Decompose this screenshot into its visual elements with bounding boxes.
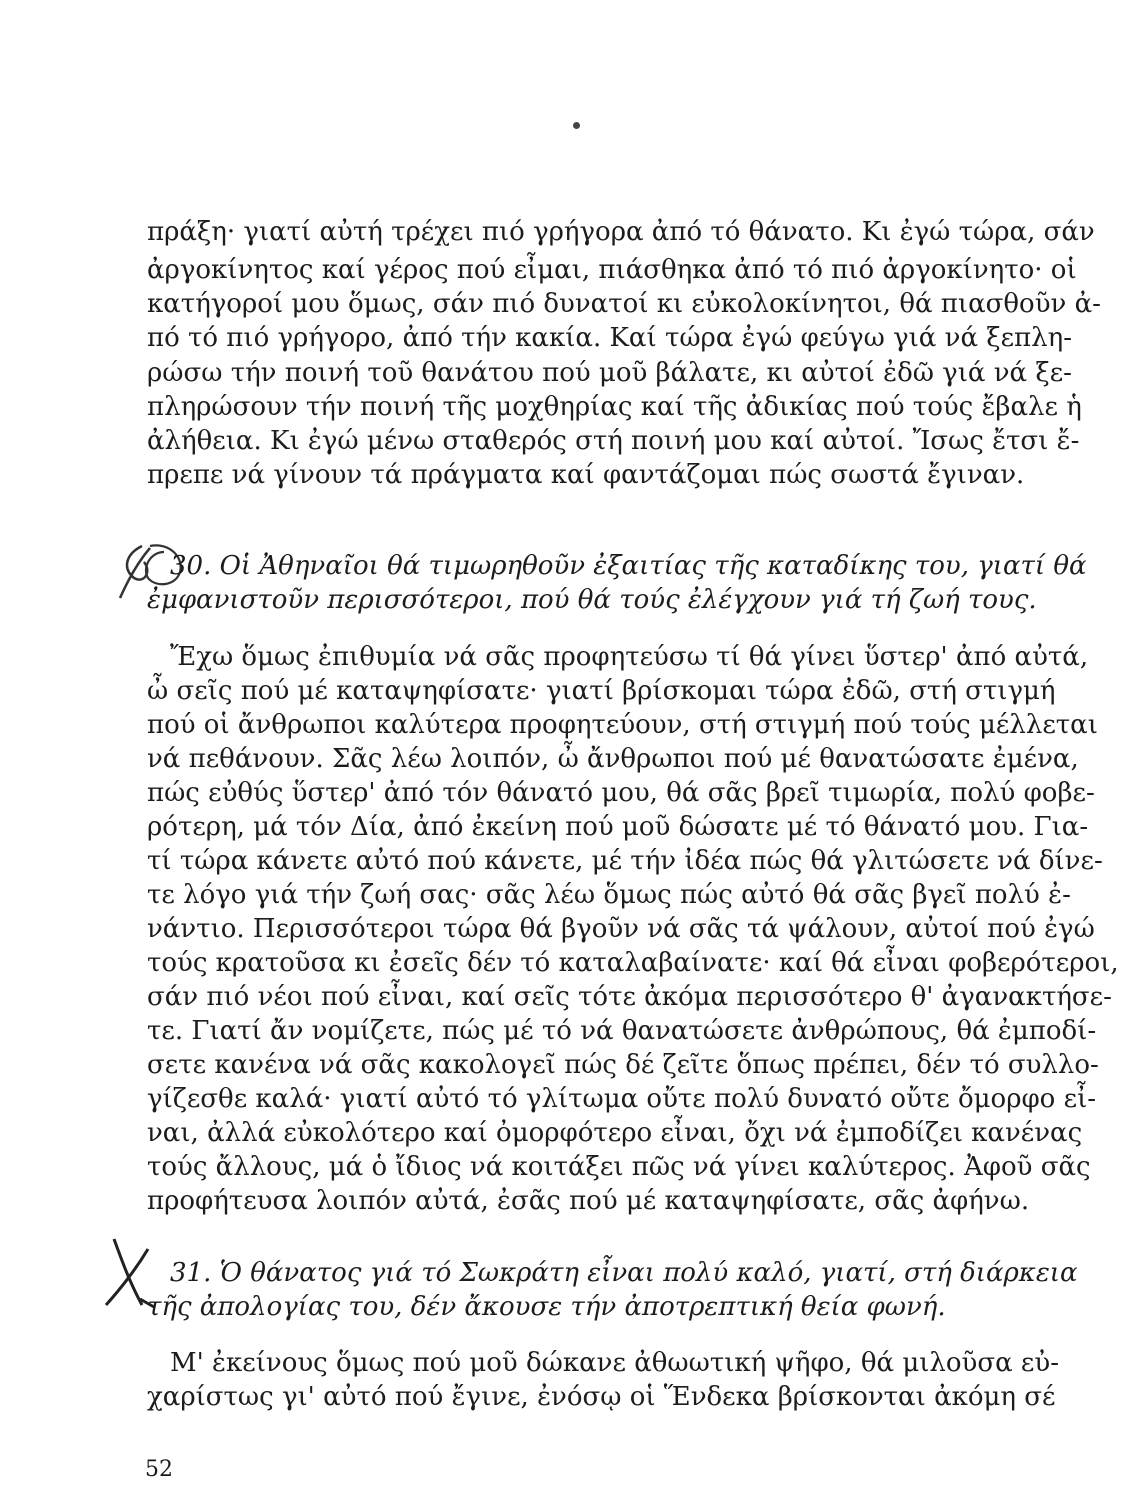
paragraph-line: πράξη· γιατί αὐτή τρέχει πιό γρήγορα ἀπό τό θάνατο. Κι ἐγώ τώρα, σάν [147,217,1095,247]
paragraph-line: ναι, ἀλλά εὐκολότερο καί ὀμορφότερο εἶναι, ὄχι νά ἐμποδίζει κανένας [147,1118,1083,1148]
paragraph-line: νά πεθάνουν. Σᾶς λέω λοιπόν, ὦ ἄνθρωποι πού μέ θανατώσατε ἐμένα, [147,744,1079,774]
paragraph-line: σετε κανένα νά σᾶς κακολογεῖ πώς δέ ζεῖτε ὅπως πρέπει, δέν τό συλλο- [147,1050,1099,1080]
paragraph-line: τε λόγο γιά τήν ζωή σας· σᾶς λέω ὅμως πώς αὐτό θά σᾶς βγεῖ πολύ ἐ- [147,880,1071,910]
paragraph-line: ἀργοκίνητος καί γέρος πού εἶμαι, πιάσθηκα ἀπό τό πιό ἀργοκίνητο· οἱ [147,255,1077,285]
paragraph-line: τούς ἄλλους, μά ὁ ἴδιος νά κοιτάξει πῶς νά γίνει καλύτερος. Ἀφοῦ σᾶς [147,1152,1091,1182]
section-heading-31: τῆς ἀπολογίας του, δέν ἄκουσε τήν ἀποτρεπτική θεία φωνή. [147,1292,946,1322]
paragraph-line: πό τό πιό γρήγορο, ἀπό τήν κακία. Καί τώρα ἐγώ φεύγω γιά νά ξεπλη- [147,323,1072,353]
paragraph-line: σάν πιό νέοι πού εἶναι, καί σεῖς τότε ἀκόμα περισσότερο θ' ἀγανακτήσε- [147,982,1112,1012]
paragraph-line: Μ' ἐκείνους ὅμως πού μοῦ δώκανε ἀθωωτική ψῆφο, θά μιλοῦσα εὐ- [170,1348,1059,1378]
paragraph-line: τε. Γιατί ἄν νομίζετε, πώς μέ τό νά θανατώσετε ἀνθρώπους, θά ἐμποδί- [147,1016,1097,1046]
section-heading-30: ἐμφανιστοῦν περισσότεροι, πού θά τούς ἐλέγχουν γιά τή ζωή τους. [147,585,1037,615]
paragraph-line: ἀλήθεια. Κι ἐγώ μένω σταθερός στή ποινή μου καί αὐτοί. Ἴσως ἔτσι ἔ- [147,426,1080,456]
paragraph-line: πληρώσουν τήν ποινή τῆς μοχθηρίας καί τῆς ἀδικίας πού τούς ἔβαλε ἡ [147,392,1082,422]
paragraph-line: πώς εὐθύς ὕστερ' ἀπό τόν θάνατό μου, θά σᾶς βρεῖ τιμωρία, πολύ φοβε- [147,778,1095,808]
paragraph-line: πρεπε νά γίνουν τά πράγματα καί φαντάζομαι πώς σωστά ἔγιναν. [147,460,1025,490]
paragraph-line: κατήγοροί μου ὅμως, σάν πιό δυνατοί κι εὐκολοκίνητοι, θά πιασθοῦν ἀ- [147,289,1101,319]
paragraph-line: Ἔχω ὅμως ἐπιθυμία νά σᾶς προφητεύσω τί θά γίνει ὕστερ' ἀπό αὐτά, [170,642,1089,672]
paragraph-line: πού οἱ ἄνθρωποι καλύτερα προφητεύουν, στή στιγμή πού τούς μέλλεται [147,710,1098,740]
paragraph-line: ρώσω τήν ποινή τοῦ θανάτου πού μοῦ βάλατε, κι αὐτοί ἐδῶ γιά νά ξε- [147,358,1072,388]
ink-dot [573,122,580,129]
paragraph-line: ὦ σεῖς πού μέ καταψηφίσατε· γιατί βρίσκομαι τώρα ἐδῶ, στή στιγμή [147,676,1056,706]
paragraph-line: ρότερη, μά τόν Δία, ἀπό ἐκείνη πού μοῦ δώσατε μέ τό θάνατό μου. Για- [147,812,1089,842]
paragraph-line: νάντιο. Περισσότεροι τώρα θά βγοῦν νά σᾶς τά ψάλουν, αὐτοί πού ἐγώ [147,914,1095,944]
page-number: 52 [145,1457,173,1482]
section-heading-31: 31. Ὁ θάνατος γιά τό Σωκράτη εἶναι πολύ καλό, γιατί, στή διάρκεια [170,1258,1078,1288]
paragraph-line: τί τώρα κάνετε αὐτό πού κάνετε, μέ τήν ἰδέα πώς θά γλιτώσετε νά δίνε- [147,846,1103,876]
paragraph-line: γίζεσθε καλά· γιατί αὐτό τό γλίτωμα οὔτε πολύ δυνατό οὔτε ὄμορφο εἶ- [147,1084,1097,1114]
paragraph-line: προφήτευσα λοιπόν αὐτά, ἐσᾶς πού μέ καταψηφίσατε, σᾶς ἀφήνω. [147,1186,1030,1216]
section-heading-30: 30. Οἱ Ἀθηναῖοι θά τιμωρηθοῦν ἐξαιτίας τῆς καταδίκης του, γιατί θά [170,551,1087,581]
paragraph-line: τούς κρατοῦσα κι ἐσεῖς δέν τό καταλαβαίνατε· καί θά εἶναι φοβερότεροι, [147,948,1119,978]
paragraph-line: χαρίστως γι' αὐτό πού ἔγινε, ἐνόσῳ οἱ Ἕνδεκα βρίσκονται ἀκόμη σέ [147,1382,1056,1412]
